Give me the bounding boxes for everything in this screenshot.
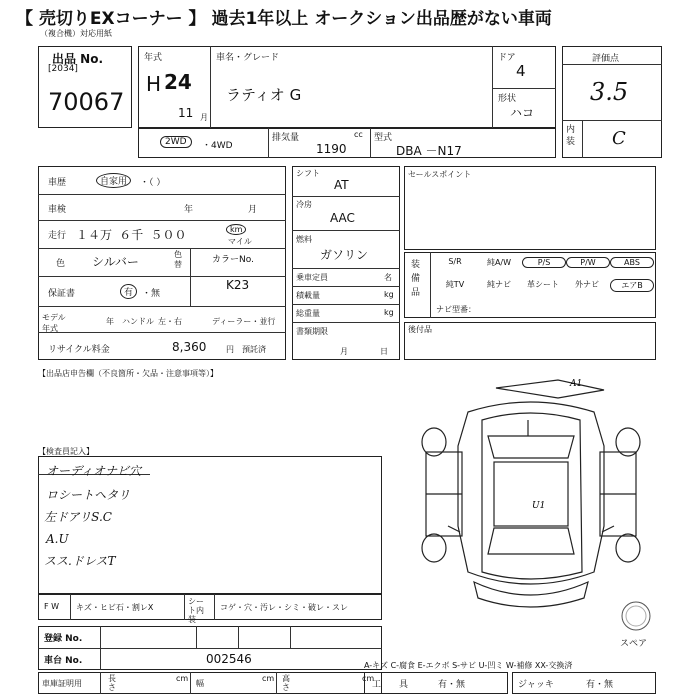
- model-label: 型式: [374, 133, 393, 143]
- score-value: 3.5: [590, 78, 629, 106]
- fuel-value: ガソリン: [320, 248, 369, 262]
- color-code: K23: [226, 278, 250, 292]
- car-label: 車名・グレード: [216, 53, 280, 63]
- shaken-month-unit: 月: [248, 205, 258, 215]
- doc-deadline-label: 書類期限: [296, 327, 328, 336]
- equipment-item: ABS: [610, 257, 654, 268]
- body-type-value: ハコ: [510, 106, 535, 120]
- shift-label: シフト: [296, 169, 320, 178]
- mileage-km: km: [226, 224, 246, 235]
- dealer-value: ディーラー・並行: [212, 317, 276, 326]
- recycle-label: リサイクル料金: [48, 345, 110, 355]
- interior-value: C: [612, 128, 626, 149]
- score-label: 評価点: [592, 54, 620, 64]
- inspector-line-0: オーディオナビ穴: [46, 464, 142, 478]
- displacement-value: 1190: [316, 142, 347, 156]
- inspector-line-3: A.U: [46, 532, 69, 546]
- aftermarket-box: [404, 322, 656, 360]
- cert-label: 車庫証明用: [42, 679, 82, 688]
- interior-label: 内装: [566, 125, 576, 147]
- doors-label: ドア: [498, 53, 516, 63]
- shaken-label: 車検: [48, 205, 67, 215]
- year-label: 年式: [144, 53, 163, 63]
- body-type-label: 形状: [498, 94, 517, 104]
- registration-label: 登録 No.: [44, 634, 83, 644]
- defect-seat: コゲ・穴・汚レ・シミ・破レ・スレ: [220, 603, 348, 612]
- cert-width: 幅: [196, 679, 204, 688]
- year-value: 24: [164, 70, 192, 94]
- equipment-item: 純A/W: [486, 258, 512, 267]
- year-month-unit: 月: [200, 113, 208, 122]
- doc-deadline-day: 日: [380, 347, 388, 356]
- inspector-line-1: ロシートヘタリ: [46, 488, 131, 502]
- load-unit: kg: [384, 290, 394, 299]
- sub-note: （複合機）対応用紙: [40, 29, 112, 38]
- diagram-mark-u1: U1: [532, 501, 546, 511]
- drive-2wd: 2WD: [160, 136, 192, 148]
- seller-note-label: 【出品店申告欄（不良箇所・欠品・注意事項等）】: [38, 369, 218, 378]
- recycle-unit: 円: [226, 345, 234, 354]
- diagram-mark-a1: A1: [570, 379, 583, 389]
- banner-title: 【 売切りEXコーナー 】 過去1年以上 オークション出品歴がない車両: [16, 9, 552, 29]
- model-year-unit: 年: [106, 317, 114, 326]
- chassis-value: 002546: [206, 652, 252, 666]
- year-era: H: [146, 72, 162, 96]
- cert-height-cm: cm: [362, 674, 375, 683]
- displacement-label: 排気量: [272, 133, 300, 143]
- cert-height: 高さ: [282, 674, 290, 692]
- inspector-line-2: 左ドアリS.C: [44, 510, 112, 524]
- handle-value: 左・右: [158, 317, 182, 326]
- model-year-label: モデル年式: [42, 313, 66, 333]
- equipment-grid: [434, 254, 654, 298]
- drive-box: [138, 128, 556, 158]
- lot-number: 70067: [48, 88, 125, 116]
- mileage-label: 走行: [48, 231, 67, 241]
- fuel-label: 燃料: [296, 235, 312, 244]
- lot-label: 出品 No.: [52, 52, 104, 66]
- warranty-label: 保証書: [48, 289, 76, 299]
- shaken-year-unit: 年: [184, 205, 194, 215]
- doc-deadline-unit: 月: [340, 347, 348, 356]
- doors-value: 4: [516, 62, 526, 80]
- mileage-value: １４万 ６千 ５００: [76, 228, 187, 242]
- defect-scratch: キズ・ヒビ石・割レX: [76, 603, 154, 612]
- aircon-label: 冷房: [296, 200, 312, 209]
- warranty-no: ・無: [142, 289, 161, 299]
- car-diagram: [408, 376, 654, 620]
- equipment-item: P/S: [522, 257, 566, 268]
- equipment-item: 純TV: [445, 280, 465, 289]
- equipment-item: P/W: [566, 257, 610, 268]
- sales-point-label: セールスポイント: [408, 170, 472, 179]
- inspector-label: 【検査員記入】: [38, 447, 94, 456]
- drive-4wd: ・4WD: [202, 141, 233, 151]
- color-value: シルバー: [92, 255, 139, 269]
- mileage-mile: マイル: [228, 237, 252, 246]
- defect-fw: F W: [44, 602, 60, 611]
- history-rest: ・（ ）: [140, 178, 166, 188]
- load-label: 積載量: [296, 291, 320, 300]
- equipment-item: 革シート: [527, 280, 559, 289]
- equipment-item: 外ナビ: [575, 280, 599, 289]
- equipment-item: 純ナビ: [487, 280, 511, 289]
- color-code-label: カラーNo.: [212, 255, 254, 265]
- gross-label: 総重量: [296, 309, 320, 318]
- color-label: 色: [56, 259, 66, 269]
- navi-model-label: ナビ型番：: [436, 305, 476, 314]
- defect-seat-label: シート内装: [188, 597, 204, 624]
- tools-value: 有・無: [438, 680, 466, 690]
- model-value: DBA －N17: [396, 144, 462, 158]
- cert-width-cm: cm: [262, 674, 275, 683]
- recycle-value: 8,360: [172, 340, 207, 354]
- damage-legend: A-キズ C-腐食 E-エクボ S-サビ U-凹ミ W-補修 XX-交換済: [364, 661, 573, 670]
- seating-label: 乗車定員: [296, 273, 328, 282]
- warranty-yes: 有: [120, 284, 137, 299]
- equipment-item: S/R: [448, 257, 462, 266]
- spare-tire-icon: [620, 600, 652, 632]
- equipment-item: エアB: [610, 279, 654, 292]
- seating-unit: 名: [384, 273, 392, 282]
- recycle-note: 預託済: [242, 345, 266, 354]
- diagram-spoiler: [496, 380, 604, 398]
- cert-length-cm: cm: [176, 674, 189, 683]
- jack-label: ジャッキ: [518, 680, 554, 690]
- cert-length: 長さ: [108, 674, 116, 692]
- handle-label: ハンドル: [122, 317, 154, 326]
- aircon-value: AAC: [330, 211, 355, 225]
- year-month: 11: [178, 106, 194, 120]
- color-change-label: 色替: [174, 250, 182, 269]
- car-name: ラティオ G: [226, 86, 302, 104]
- inspector-line-4: スス.ドレスT: [44, 554, 116, 568]
- cert-row: [38, 672, 382, 694]
- history-value: 自家用: [96, 173, 131, 188]
- displacement-unit: cc: [354, 130, 363, 139]
- aftermarket-label: 後付品: [408, 325, 432, 334]
- gross-unit: kg: [384, 308, 394, 317]
- equipment-label: 装備品: [411, 260, 421, 298]
- shift-value: AT: [334, 178, 349, 192]
- tools-label: 工 具: [372, 680, 409, 690]
- jack-value: 有・無: [586, 680, 614, 690]
- chassis-label: 車台 No.: [44, 656, 83, 666]
- lot-small: [2034]: [48, 64, 78, 74]
- spare-label: スペア: [620, 639, 648, 649]
- history-label: 車歴: [48, 178, 67, 188]
